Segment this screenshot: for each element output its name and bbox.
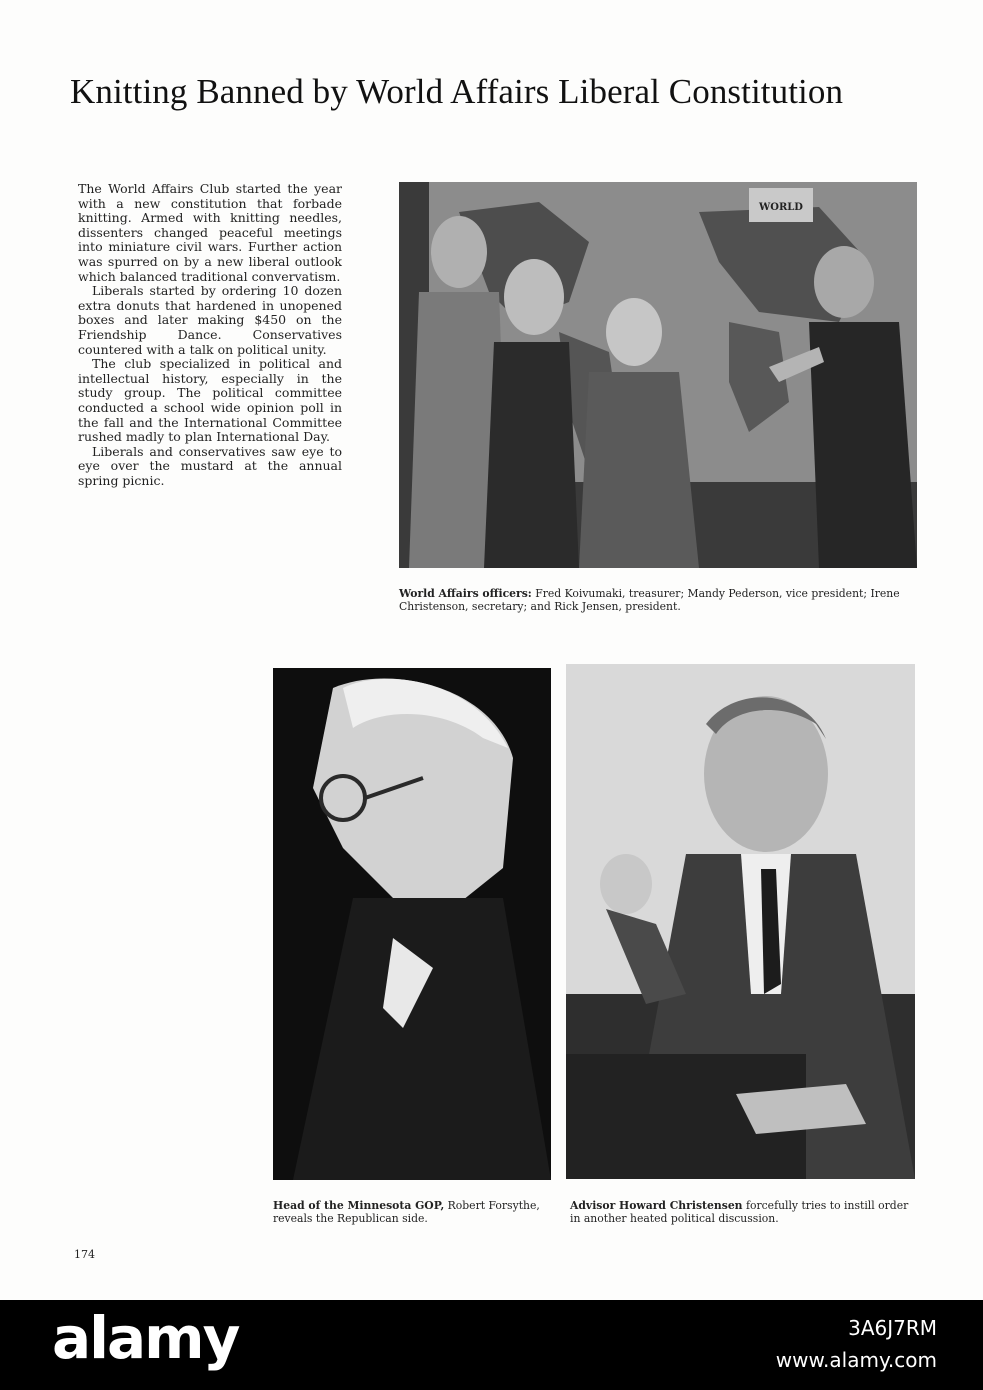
article-paragraph: The club specialized in political and intellectual history, especially in the study group. The political committee conducted a school wide opinion poll in the fall and the International Committee rushed madly to plan International Day. bbox=[78, 356, 342, 445]
page-number: 174 bbox=[74, 1248, 95, 1261]
caption-lead: World Affairs officers: bbox=[399, 587, 532, 600]
article-paragraph: Liberals and conservatives saw eye to eye over the mustard at the annual spring picnic. bbox=[78, 443, 342, 488]
page-title: Knitting Banned by World Affairs Liberal Constitution bbox=[70, 72, 844, 111]
watermark-site: www.alamy.com bbox=[775, 1348, 937, 1372]
officers-photo bbox=[399, 182, 917, 568]
advisor-caption bbox=[570, 1200, 920, 1225]
gop-head-caption bbox=[273, 1200, 555, 1225]
caption-lead: Advisor Howard Christensen bbox=[570, 1199, 743, 1212]
article-paragraph: Liberals started by ordering 10 dozen extra donuts that hardened in unopened boxes and later making $450 on the Friendship Dance. Conservatives countered with a talk on political unity. bbox=[78, 283, 342, 357]
advisor-photo bbox=[566, 664, 915, 1179]
caption-text: forcefully tries to instill order in another heated political discussion. bbox=[570, 1199, 909, 1225]
watermark-image-id: 3A6J7RM bbox=[848, 1316, 937, 1340]
caption-lead: Head of the Minnesota GOP, bbox=[273, 1199, 445, 1212]
map-label: WORLD bbox=[759, 202, 803, 213]
article-paragraph: The World Affairs Club started the year with a new constitution that forbade knitting. Armed with knitting needles, dissenters changed peaceful meetings into miniature civil wars. Further action was spurred on by a new liberal outlook which balanced traditional convervatism. bbox=[78, 181, 342, 284]
article-body bbox=[78, 182, 342, 488]
watermark-logo: alamy bbox=[52, 1304, 239, 1372]
gop-head-photo bbox=[273, 668, 551, 1180]
caption-text: Fred Koivumaki, treasurer; Mandy Pederson, vice president; Irene Christenson, secretary; and Rick Jensen, president. bbox=[399, 587, 900, 613]
caption-text: Robert Forsythe, reveals the Republican side. bbox=[273, 1199, 540, 1225]
officers-caption bbox=[399, 588, 919, 613]
